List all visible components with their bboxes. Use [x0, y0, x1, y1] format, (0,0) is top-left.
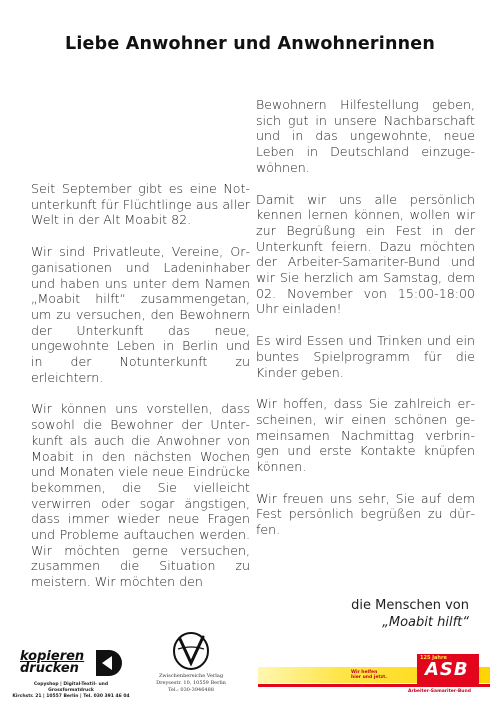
asb-red-stripe — [258, 684, 490, 687]
paragraph-welcome: Wir freuen uns sehr, Sie auf dem Fest persönlich begrüßen zu dürfen. — [256, 490, 475, 538]
verlag-logo — [156, 631, 226, 701]
paragraph-intro: Seit September gibt es eine Notunterkunft für Flüchtlinge aus aller Welt in der Alt Moabit 82. — [31, 181, 250, 228]
asb-badge — [417, 654, 479, 684]
sponsor-footer — [0, 625, 500, 706]
paragraph-impressions: Wir können uns vorstellen, dass sowohl die Bewohner der Unterkunft als auch die Anwohner von Moabit in den nächsten Wochen und Monaten viele neue Eindrücke bekommen, die Sie vielleicht verwirren oder sogar ängstigen, dass immer wieder neue Fragen und Probleme auftauchen werden. Wir möchten gerne versuchen, zusammen die Situation zu meistern. Wir möchten den — [31, 401, 250, 590]
verlag-street: Dreysestr. 10, 10559 Berlin — [156, 680, 226, 686]
paragraph-support: Bewohnern Hilfestellung geben, sich gut in unsere Nachbarschaft und in das ungewohnte, neue Leben in Deutschland einzugewöhnen. — [256, 97, 475, 175]
asb-full-name: Arbeiter-Samariter-Bund — [408, 689, 471, 694]
logo-word-kopieren: kopieren — [20, 649, 85, 664]
asb-years: 125 Jahre — [420, 655, 447, 661]
paragraph-hope: Wir hoffen, dass Sie zahlreich erscheinen, wir einen schönen gemeinsamen Nachmittag verbringen und erste Kontakte knüpfen können. — [256, 396, 475, 475]
asb-slogan: Wir helfen hier und jetzt. — [351, 670, 388, 680]
kopieren-logo-info: Copyshop | Digital-Textil- und Grossformatdruck Kirchstr. 21 | 10557 Berlin | Tel. 030 391 46 04 — [12, 682, 130, 699]
kopieren-drucken-logo — [12, 647, 130, 703]
logo-word-drucken: drucken — [20, 661, 79, 676]
asb-logo — [258, 653, 498, 701]
asb-mark: ASB — [425, 659, 469, 680]
signature-line-1: die Menschen von — [351, 598, 469, 613]
left-text-column — [31, 181, 250, 606]
verlag-name: Zwischenbereiche Verlag — [158, 673, 224, 679]
right-text-column — [256, 97, 475, 554]
paragraph-food-games: Es wird Essen und Trinken und ein buntes Spielprogramm für die Kinder geben. — [256, 333, 475, 380]
d-mark-icon — [96, 650, 122, 676]
signature-line-2: „Moabit hilft“ — [382, 615, 469, 630]
verlag-phone: Tel.: 030-3946488 — [168, 687, 214, 693]
paragraph-who-we-are: Wir sind Privatleute, Vereine, Organisationen und Ladeninhaber und haben uns unter dem Namen „Moabit hilft“ zusammengetan, um zu versuchen, den Bewohnern der Unterkunft das neue, ungewohnte Leben in Berlin und in der Notunterkunft zu erleichtern. — [31, 244, 250, 385]
page-title: Liebe Anwohner und Anwohnerinnen — [65, 34, 435, 54]
v-emblem-icon — [156, 631, 226, 671]
paragraph-invitation: Damit wir uns alle persönlich kennen lernen können, wollen wir zur Begrüßung ein Fest in der Unterkunft feiern. Dazu möchten der Arbeiter-Samariter-Bund und wir Sie herzlich am Samstag, dem 02. November von 15:00-18:00 Uhr einladen! — [256, 191, 475, 317]
